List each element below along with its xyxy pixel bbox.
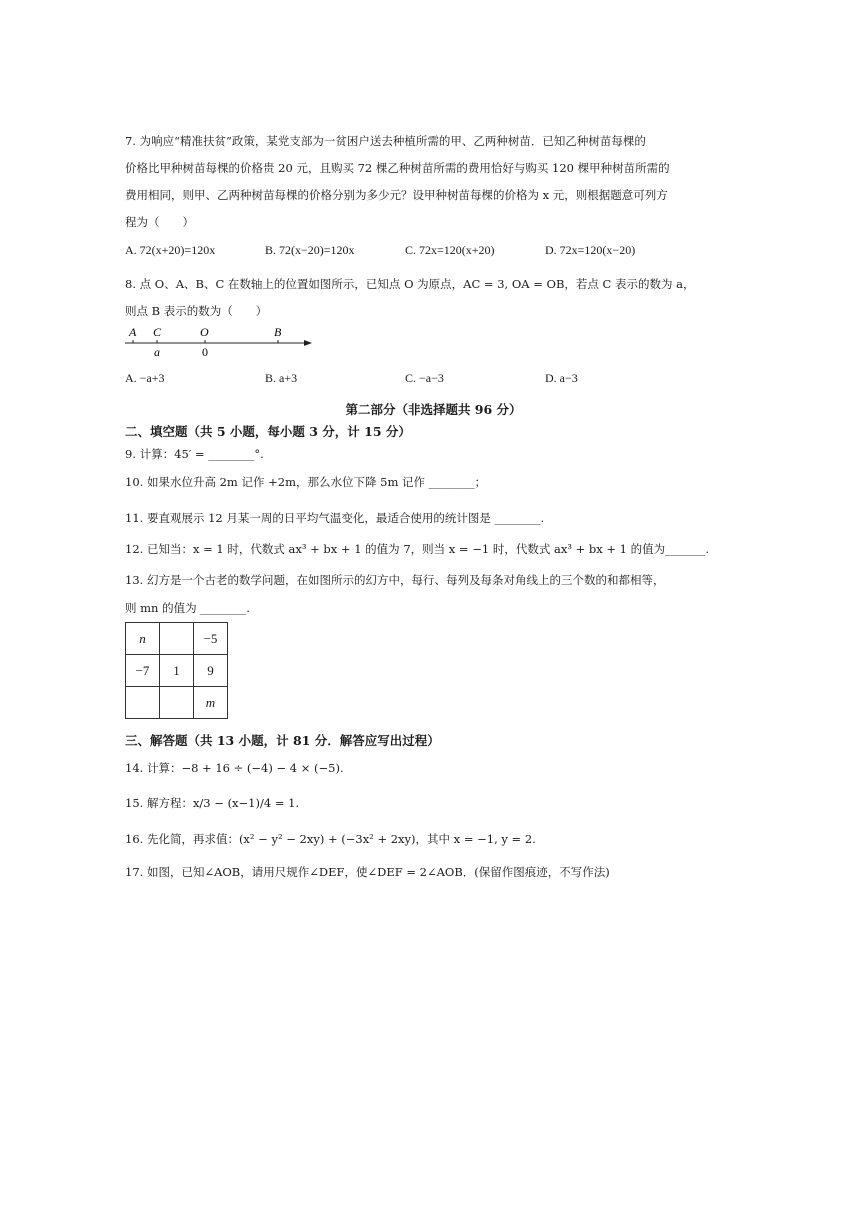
magic-square-grid — [125, 622, 228, 719]
number-line-arrow — [304, 340, 312, 346]
q7-option-b: B. 72(x−20)=120x — [265, 243, 355, 257]
q8-option-a: A. −a+3 — [125, 371, 165, 385]
q8-line2: 则点 B 表示的数为（ ） — [125, 304, 268, 318]
label-value-zero: 0 — [202, 345, 208, 359]
q16: 16. 先化简，再求值：(x² − y² − 2xy) + (−3x² + 2xy)，其中 x = −1, y = 2. — [125, 832, 536, 846]
magic-cell: n — [126, 623, 160, 655]
q7-option-d: D. 72x=120(x−20) — [545, 243, 636, 257]
magic-cell: m — [194, 687, 228, 719]
q7-line3: 费用相同，则甲、乙两种树苗每棵的价格分别为多少元？设甲种树苗每棵的价格为 x 元，则根据题意可列方 — [125, 188, 668, 202]
q7-line2: 价格比甲种树苗每棵的价格贵 20 元，且购买 72 棵乙种树苗所需的费用恰好与购买 120 棵甲种树苗所需的 — [125, 161, 670, 175]
q17: 17. 如图，已知∠AOB，请用尺规作∠DEF，使∠DEF = 2∠AOB．(保留作图痕迹，不写作法) — [125, 865, 610, 879]
q8-line1: 8. 点 O、A、B、C 在数轴上的位置如图所示，已知点 O 为原点，AC = 3, OA = OB，若点 C 表示的数为 a， — [125, 277, 695, 291]
magic-cell: 9 — [194, 655, 228, 687]
section2-heading: 二、填空题（共 5 小题，每小题 3 分，计 15 分） — [125, 424, 411, 439]
q7-option-a: A. 72(x+20)=120x — [125, 243, 216, 257]
magic-cell: −5 — [194, 623, 228, 655]
label-point-a: A — [129, 325, 137, 339]
part2-title: 第二部分（非选择题共 96 分） — [345, 402, 522, 417]
q13-line1: 13. 幻方是一个古老的数学问题，在如图所示的幻方中，每行、每列及每条对角线上的三个数的和都相等， — [125, 573, 665, 587]
label-value-a: a — [154, 345, 160, 359]
section3-heading: 三、解答题（共 13 小题，计 81 分．解答应写出过程） — [125, 733, 440, 748]
q13-line2: 则 mn 的值为 ________. — [125, 601, 250, 615]
q10: 10. 如果水位升高 2m 记作 +2m，那么水位下降 5m 记作 ________； — [125, 475, 487, 489]
q7-line1: 7. 为响应“精准扶贫”政策，某党支部为一贫困户送去种植所需的甲、乙两种树苗．已知乙种树苗每棵的 — [125, 134, 646, 148]
q15: 15. 解方程：x/3 − (x−1)/4 = 1. — [125, 796, 300, 810]
magic-cell: −7 — [126, 655, 160, 687]
magic-cell — [160, 687, 194, 719]
label-point-b: B — [274, 325, 282, 339]
label-point-o: O — [200, 325, 209, 339]
q8-option-d: D. a−3 — [545, 371, 578, 385]
q11: 11. 要直观展示 12 月某一周的日平均气温变化，最适合使用的统计图是 ________. — [125, 511, 545, 525]
q7-line4: 程为（ ） — [125, 215, 194, 229]
magic-cell — [126, 687, 160, 719]
magic-cell — [160, 623, 194, 655]
number-line-figure — [120, 322, 320, 362]
q8-option-b: B. a+3 — [265, 371, 298, 385]
q14: 14. 计算：−8 + 16 ÷ (−4) − 4 × (−5). — [125, 761, 344, 775]
label-point-c: C — [153, 325, 162, 339]
q7-option-c: C. 72x=120(x+20) — [405, 243, 495, 257]
q12: 12. 已知当：x = 1 时，代数式 ax³ + bx + 1 的值为 7，则当 x = −1 时，代数式 ax³ + bx + 1 的值为_______. — [125, 542, 710, 556]
magic-cell: 1 — [160, 655, 194, 687]
q9: 9. 计算：45′ = ________°. — [125, 447, 264, 461]
q8-option-c: C. −a−3 — [405, 371, 444, 385]
